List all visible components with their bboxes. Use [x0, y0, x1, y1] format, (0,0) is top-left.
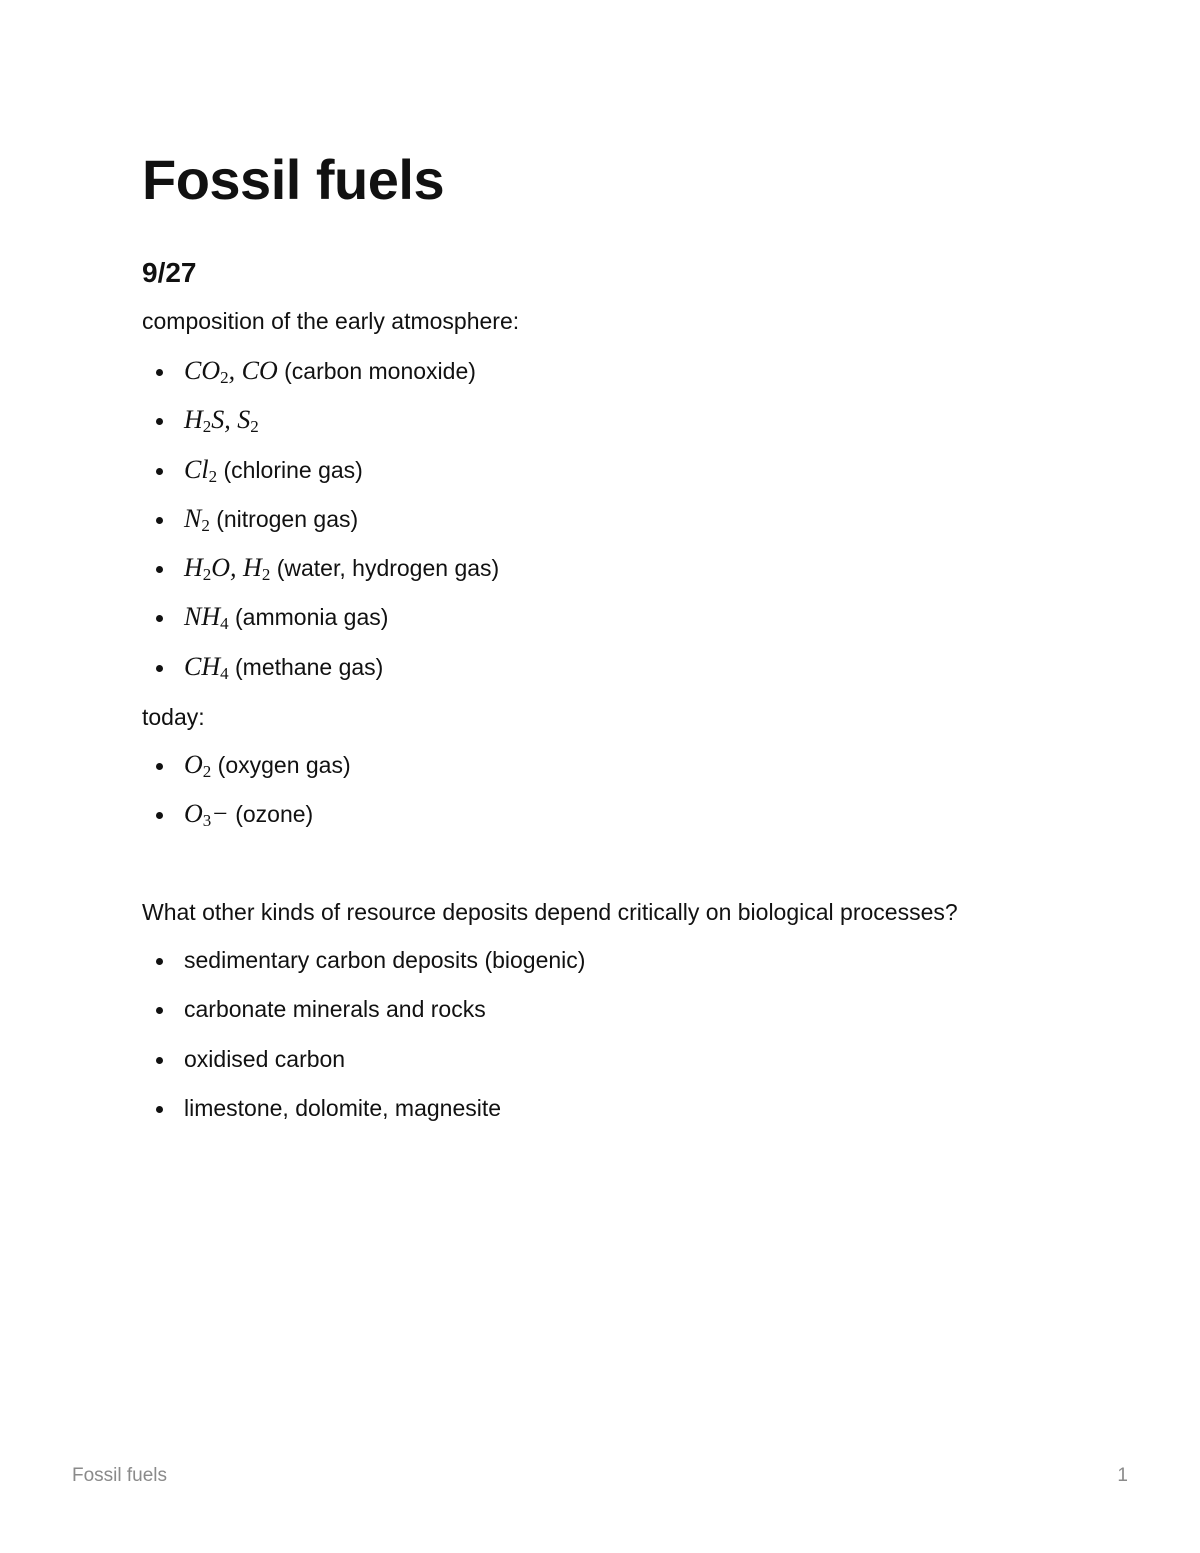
list-item: $O_3-$ (ozone) — [184, 799, 351, 848]
list-item: $O_2$ (oxygen gas) — [184, 750, 351, 799]
list-item: $Cl_2$ (chlorine gas) — [184, 455, 499, 504]
list-item: $CH_4$ (methane gas) — [184, 652, 499, 701]
early-atmosphere-label: composition of the early atmosphere: — [142, 308, 520, 334]
list-item: $CO_2$, CO (carbon monoxide) — [184, 356, 499, 405]
list-item: oxidised carbon — [184, 1044, 585, 1093]
list-item: limestone, dolomite, magnesite — [184, 1093, 585, 1142]
formula: $CH_4$ — [184, 651, 229, 683]
page-number: 1 — [1117, 1465, 1128, 1486]
formula: $H_2S$, $S_2$ — [184, 405, 259, 437]
formula: $N_2$ — [184, 503, 210, 535]
list-item: carbonate minerals and rocks — [184, 994, 585, 1043]
formula: $O_2$ — [184, 750, 212, 781]
list-item: $H_2O$, $H_2$ (water, hydrogen gas) — [184, 553, 499, 602]
date-heading: 9/27 — [142, 257, 197, 288]
formula: $Cl_2$ — [184, 454, 218, 486]
formula: $NH_4$ — [184, 602, 229, 634]
formula: $CO_2$, CO — [184, 356, 278, 387]
formula: $O_3-$ — [184, 799, 229, 831]
page-title: Fossil fuels — [142, 148, 445, 211]
list-item — [184, 405, 499, 454]
answers-list — [184, 945, 585, 1142]
footer-title: Fossil fuels — [72, 1465, 168, 1486]
today-label: today: — [142, 704, 205, 730]
list-item: $N_2$ (nitrogen gas) — [184, 504, 499, 553]
question-text: What other kinds of resource deposits depend critically on biological processes? — [142, 899, 958, 925]
formula: $H_2O$, $H_2$ — [184, 553, 271, 585]
list-item: sedimentary carbon deposits (biogenic) — [184, 945, 585, 994]
list-item: $NH_4$ (ammonia gas) — [184, 602, 499, 651]
early-atmosphere-list — [184, 356, 499, 701]
today-list — [184, 750, 351, 849]
